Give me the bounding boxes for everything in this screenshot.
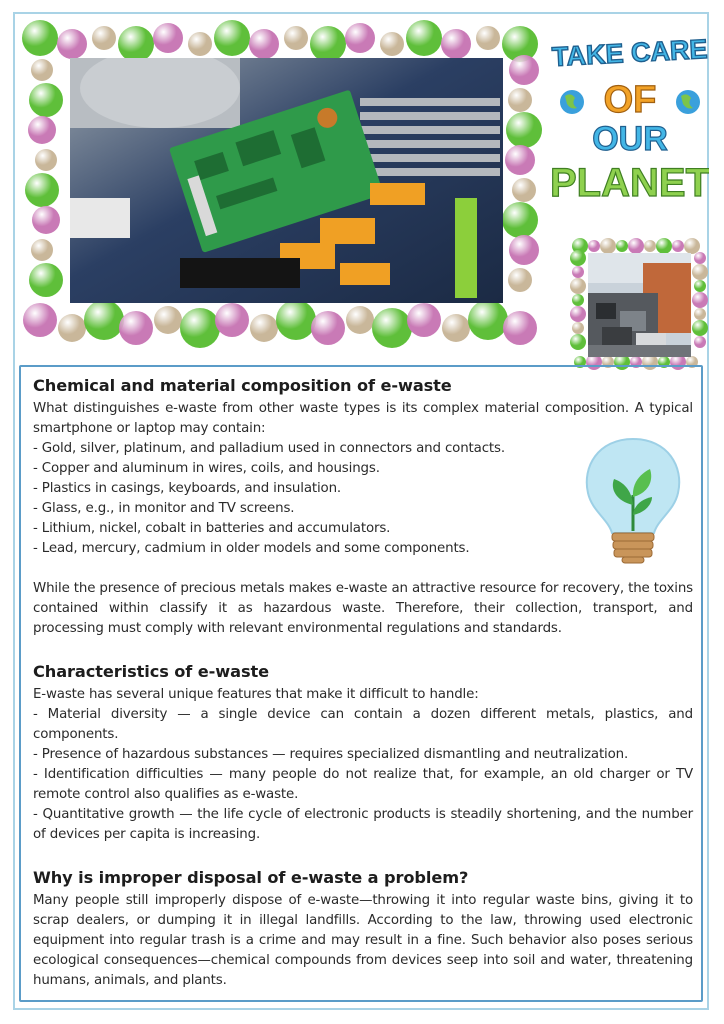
decor-bubble: [512, 178, 536, 202]
decor-bubble: [572, 294, 584, 306]
decor-bubble: [346, 306, 374, 334]
take-care-of-our-planet-badge: [551, 28, 709, 206]
decor-bubble: [29, 263, 63, 297]
decor-bubble: [372, 308, 412, 348]
decor-bubble: [694, 280, 706, 292]
list-item: - Presence of hazardous substances — requires specialized dismantling and neutralization.: [33, 747, 629, 762]
decor-bubble: [503, 311, 537, 345]
decor-bubble: [509, 235, 539, 265]
decor-bubble: [508, 88, 532, 112]
decor-bubble: [441, 29, 471, 59]
list-item: - Copper and aluminum in wires, coils, and housings.: [33, 461, 380, 476]
decor-bubble: [214, 20, 250, 56]
circuit-board-photo: [70, 58, 503, 303]
decor-bubble: [468, 300, 508, 340]
decor-bubble: [570, 278, 586, 294]
composition-intro: What distinguishes e-waste from other waste types is its complex material composition. A typical smartphone or laptop may contain:: [33, 401, 693, 436]
decor-bubble: [692, 292, 708, 308]
decor-bubble: [23, 303, 57, 337]
decor-bubble: [28, 116, 56, 144]
decor-bubble: [600, 238, 616, 254]
decor-bubble: [694, 308, 706, 320]
list-item: - Lithium, nickel, cobalt in batteries and accumulators.: [33, 521, 391, 536]
decor-bubble: [588, 240, 600, 252]
characteristics-list: [33, 705, 693, 845]
decor-bubble: [442, 314, 470, 342]
decor-bubble: [180, 308, 220, 348]
decor-bubble: [92, 26, 116, 50]
decor-bubble: [310, 26, 346, 62]
decor-bubble: [616, 240, 628, 252]
badge-line-3: OUR: [592, 120, 668, 158]
decor-bubble: [32, 206, 60, 234]
decor-bubble: [249, 29, 279, 59]
decor-bubble: [570, 306, 586, 322]
decor-bubble: [154, 306, 182, 334]
badge-line-4: PLANET: [551, 161, 709, 205]
decor-bubble: [508, 268, 532, 292]
decor-bubble: [506, 112, 542, 148]
decor-bubble: [509, 55, 539, 85]
list-item: - Quantitative growth — the life cycle of electronic products is steadily shortening, and the number of devices per capita is increasing.: [33, 807, 693, 842]
characteristics-intro: E-waste has several unique features that make it difficult to handle:: [33, 687, 479, 702]
decor-bubble: [570, 250, 586, 266]
characteristics-heading: Characteristics of e-waste: [33, 662, 269, 681]
decor-bubble: [250, 314, 278, 342]
decor-bubble: [692, 320, 708, 336]
decor-bubble: [31, 239, 53, 261]
e-waste-pile-photo: [588, 253, 691, 357]
list-item: - Material diversity — a single device can contain a dozen different metals, plastics, and components.: [33, 707, 693, 742]
decor-bubble: [694, 252, 706, 264]
decor-bubble: [644, 240, 656, 252]
list-item: - Gold, silver, platinum, and palladium used in connectors and contacts.: [33, 441, 505, 456]
decor-bubble: [311, 311, 345, 345]
decor-bubble: [572, 322, 584, 334]
decor-bubble: [406, 20, 442, 56]
decor-bubble: [25, 173, 59, 207]
decor-bubble: [570, 334, 586, 350]
decor-bubble: [284, 26, 308, 50]
decor-bubble: [407, 303, 441, 337]
disposal-body: Many people still improperly dispose of e-waste—throwing it into regular waste bins, giving it to scrap dealers, or dumping it in illegal landfills. According to the law, throwing used electronic equipment into regular trash is a crime and may result in a fine. Such behavior also poses serious ecological consequences—chemical compounds from devices seep into soil and water, threatening humans, animals, and plants.: [33, 893, 693, 988]
disposal-heading: Why is improper disposal of e-waste a problem?: [33, 868, 469, 887]
decor-bubble: [345, 23, 375, 53]
decor-bubble: [672, 240, 684, 252]
decor-bubble: [694, 336, 706, 348]
decor-bubble: [692, 264, 708, 280]
list-item: - Lead, mercury, cadmium in older models and some components.: [33, 541, 470, 556]
decor-bubble: [58, 314, 86, 342]
decor-bubble: [29, 83, 63, 117]
badge-line-2: OF: [603, 79, 657, 121]
decor-bubble: [276, 300, 316, 340]
decor-bubble: [656, 238, 672, 254]
decor-bubble: [188, 32, 212, 56]
list-item: - Identification difficulties — many people do not realize that, for example, an old charger or TV remote control also qualifies as e-waste.: [33, 767, 693, 802]
badge-line-1: TAKE CARE: [551, 33, 709, 73]
decor-bubble: [502, 202, 538, 238]
decor-bubble: [31, 59, 53, 81]
lightbulb-plant-icon: [576, 435, 690, 565]
decor-bubble: [153, 23, 183, 53]
list-item: - Plastics in casings, keyboards, and insulation.: [33, 481, 342, 496]
composition-heading: Chemical and material composition of e-waste: [33, 376, 452, 395]
decor-bubble: [118, 26, 154, 62]
decor-bubble: [215, 303, 249, 337]
list-item: - Glass, e.g., in monitor and TV screens.: [33, 501, 295, 516]
decor-bubble: [57, 29, 87, 59]
decor-bubble: [22, 20, 58, 56]
decor-bubble: [476, 26, 500, 50]
decor-bubble: [505, 145, 535, 175]
decor-bubble: [35, 149, 57, 171]
decor-bubble: [84, 300, 124, 340]
decor-bubble: [119, 311, 153, 345]
decor-bubble: [628, 238, 644, 254]
composition-closing: While the presence of precious metals makes e-waste an attractive resource for recovery, the toxins contained within classify it as hazardous waste. Therefore, their collection, transport, and processing must comply with relevant environmental regulations and standards.: [33, 581, 693, 636]
decor-bubble: [380, 32, 404, 56]
decor-bubble: [572, 266, 584, 278]
